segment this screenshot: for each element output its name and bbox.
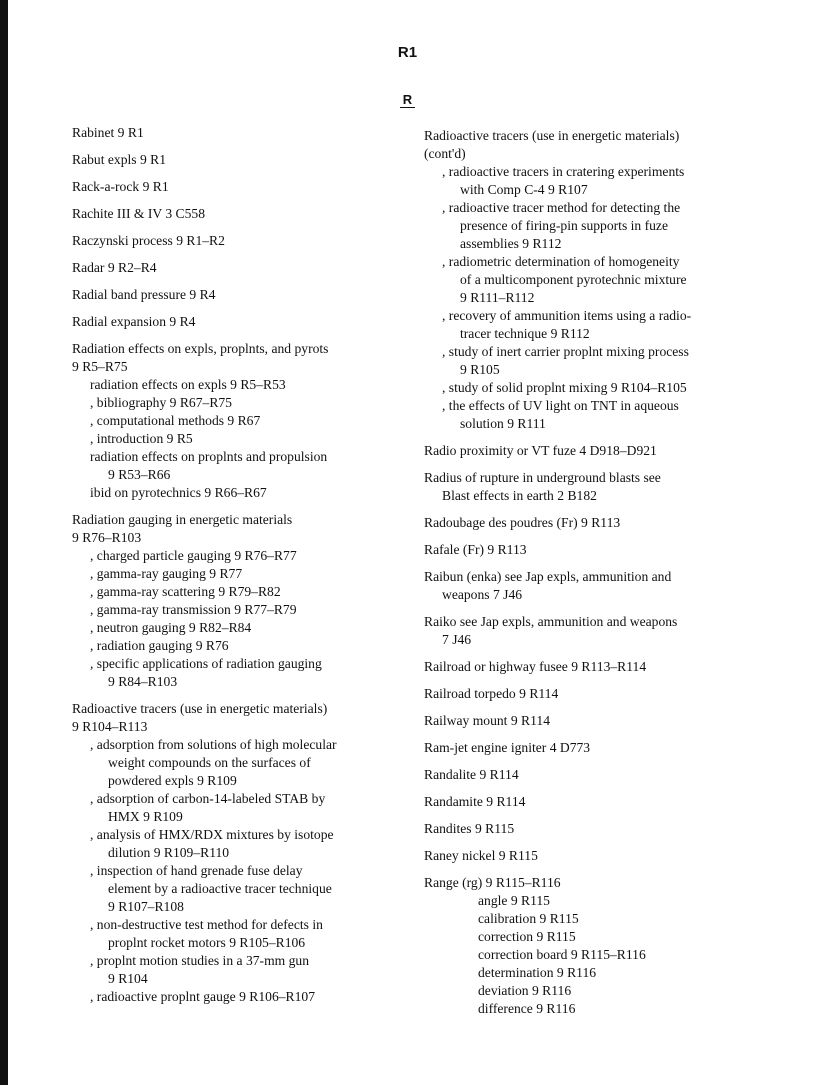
index-entry-line: radiation effects on expls 9 R5–R53 xyxy=(90,377,286,392)
index-entry-line: weight compounds on the surfaces of xyxy=(108,755,311,770)
index-entry-line: 9 R53–R66 xyxy=(108,467,171,482)
index-entry-heading: Radioactive tracers (use in energetic materials) xyxy=(72,701,328,716)
index-entry-line: , adsorption of carbon-14-labeled STAB by xyxy=(90,791,326,806)
index-entry-line: correction board 9 R115–R116 xyxy=(478,947,646,962)
index-entry-line: assemblies 9 R112 xyxy=(460,236,562,251)
index-entry xyxy=(72,286,407,304)
index-entry xyxy=(424,712,754,730)
index-entry-line: difference 9 R116 xyxy=(478,1001,576,1016)
index-entry-line: , radioactive proplnt gauge 9 R106–R107 xyxy=(90,989,316,1004)
index-entry-line: solution 9 R111 xyxy=(460,416,546,431)
index-entry-line: , introduction 9 R5 xyxy=(90,431,193,446)
index-entry-heading: Raiko see Jap expls, ammunition and weapons xyxy=(424,614,678,629)
index-entry-line: , gamma-ray transmission 9 R77–R79 xyxy=(90,602,297,617)
index-entry-line: presence of firing-pin supports in fuze xyxy=(460,218,668,233)
index-entry-line: , study of inert carrier proplnt mixing process xyxy=(442,344,689,359)
index-entry-heading: Raney nickel 9 R115 xyxy=(424,848,538,863)
index-entry-line: , recovery of ammunition items using a radio- xyxy=(442,308,692,323)
index-entry-line: determination 9 R116 xyxy=(478,965,597,980)
index-entry xyxy=(424,820,754,838)
index-entry-line: , neutron gauging 9 R82–R84 xyxy=(90,620,252,635)
index-entry xyxy=(72,340,407,502)
index-entry-line: element by a radioactive tracer technique xyxy=(108,881,332,896)
index-entry-line: ibid on pyrotechnics 9 R66–R67 xyxy=(90,485,267,500)
index-entry-line: 9 R111–R112 xyxy=(460,290,535,305)
page-number: R1 xyxy=(397,44,418,61)
index-entry-heading: Rabut expls 9 R1 xyxy=(72,152,167,167)
index-entry-line: angle 9 R115 xyxy=(478,893,550,908)
scan-edge-bar xyxy=(0,0,8,1085)
index-entry xyxy=(72,259,407,277)
index-entry-line: , radioactive tracer method for detecting the xyxy=(442,200,681,215)
index-entry-heading: Ram-jet engine igniter 4 D773 xyxy=(424,740,591,755)
index-entry-heading: Range (rg) 9 R115–R116 xyxy=(424,875,561,890)
index-entry-line: , radiation gauging 9 R76 xyxy=(90,638,229,653)
index-entry-line: 9 R84–R103 xyxy=(108,674,178,689)
index-entry-line: HMX 9 R109 xyxy=(108,809,183,824)
index-entry-line: , the effects of UV light on TNT in aqueous xyxy=(442,398,679,413)
index-entry-line: , radioactive tracers in cratering experiments xyxy=(442,164,685,179)
index-entry-line: , gamma-ray gauging 9 R77 xyxy=(90,566,243,581)
index-entry-heading: Radoubage des poudres (Fr) 9 R113 xyxy=(424,515,621,530)
index-entry-line: powdered expls 9 R109 xyxy=(108,773,237,788)
index-entry-heading: Radioactive tracers (use in energetic materials) xyxy=(424,128,680,143)
index-entry-heading: Radiation gauging in energetic materials xyxy=(72,512,293,527)
index-entry xyxy=(424,442,754,460)
index-entry-heading: Raczynski process 9 R1–R2 xyxy=(72,233,225,248)
index-entry-heading: Randamite 9 R114 xyxy=(424,794,526,809)
index-entry-line: 9 R5–R75 xyxy=(72,359,128,374)
index-entry-heading: Radio proximity or VT fuze 4 D918–D921 xyxy=(424,443,657,458)
index-entry-line: , bibliography 9 R67–R75 xyxy=(90,395,232,410)
index-entry-line: , adsorption from solutions of high molecular xyxy=(90,737,337,752)
index-entry-heading: Rabinet 9 R1 xyxy=(72,125,144,140)
index-entry xyxy=(424,766,754,784)
index-entry xyxy=(72,151,407,169)
index-entry xyxy=(72,232,407,250)
index-entry-line: Blast effects in earth 2 B182 xyxy=(442,488,597,503)
index-entry-line: , non-destructive test method for defects in xyxy=(90,917,323,932)
index-entry-line: radiation effects on proplnts and propulsion xyxy=(90,449,328,464)
index-entry-heading: Radiation effects on expls, proplnts, and pyrots xyxy=(72,341,329,356)
index-entry-line: 9 R104–R113 xyxy=(72,719,148,734)
index-entry-line: dilution 9 R109–R110 xyxy=(108,845,230,860)
right-index-column xyxy=(424,127,754,1027)
index-entry-line: , gamma-ray scattering 9 R79–R82 xyxy=(90,584,281,599)
index-entry-line: with Comp C-4 9 R107 xyxy=(460,182,588,197)
index-entry-line: , analysis of HMX/RDX mixtures by isotope xyxy=(90,827,334,842)
index-entry-line: (cont'd) xyxy=(424,146,466,161)
index-entry-line: , radiometric determination of homogeneity xyxy=(442,254,680,269)
index-entry-heading: Railroad torpedo 9 R114 xyxy=(424,686,559,701)
index-entry-line: 9 R104 xyxy=(108,971,148,986)
index-entry-line: 9 R105 xyxy=(460,362,500,377)
index-entry-heading: Radial band pressure 9 R4 xyxy=(72,287,216,302)
index-entry xyxy=(424,793,754,811)
index-entry xyxy=(72,700,407,1006)
index-entry xyxy=(424,127,754,433)
section-letter: R xyxy=(400,92,415,108)
section-heading xyxy=(0,92,815,107)
index-entry-line: , proplnt motion studies in a 37-mm gun xyxy=(90,953,310,968)
index-entry-heading: Railway mount 9 R114 xyxy=(424,713,550,728)
index-entry-heading: Rafale (Fr) 9 R113 xyxy=(424,542,527,557)
index-entry-line: 7 J46 xyxy=(442,632,472,647)
index-entry xyxy=(424,469,754,505)
index-entry-heading: Rachite III & IV 3 C558 xyxy=(72,206,206,221)
index-entry-heading: Railroad or highway fusee 9 R113–R114 xyxy=(424,659,647,674)
index-entry xyxy=(424,847,754,865)
index-entry-line: of a multicomponent pyrotechnic mixture xyxy=(460,272,687,287)
index-entry-line: correction 9 R115 xyxy=(478,929,576,944)
index-entry xyxy=(424,613,754,649)
index-entry-line: , charged particle gauging 9 R76–R77 xyxy=(90,548,297,563)
index-entry xyxy=(424,739,754,757)
index-entry xyxy=(424,568,754,604)
index-entry-heading: Radius of rupture in underground blasts see xyxy=(424,470,661,485)
index-entry xyxy=(72,205,407,223)
index-entry-heading: Radial expansion 9 R4 xyxy=(72,314,196,329)
index-entry-heading: Randalite 9 R114 xyxy=(424,767,519,782)
index-entry-heading: Randites 9 R115 xyxy=(424,821,515,836)
index-entry xyxy=(72,124,407,142)
index-entry-line: 9 R76–R103 xyxy=(72,530,142,545)
index-entry-line: 9 R107–R108 xyxy=(108,899,184,914)
index-entry-line: deviation 9 R116 xyxy=(478,983,572,998)
index-entry-line: , study of solid proplnt mixing 9 R104–R105 xyxy=(442,380,687,395)
index-entry xyxy=(424,685,754,703)
index-entry-line: proplnt rocket motors 9 R105–R106 xyxy=(108,935,306,950)
index-entry xyxy=(72,313,407,331)
index-entry xyxy=(72,511,407,691)
index-entry xyxy=(424,514,754,532)
index-entry-line: , inspection of hand grenade fuse delay xyxy=(90,863,303,878)
index-entry xyxy=(72,178,407,196)
index-entry-line: weapons 7 J46 xyxy=(442,587,523,602)
index-entry xyxy=(424,541,754,559)
index-entry-line: , computational methods 9 R67 xyxy=(90,413,261,428)
index-entry xyxy=(424,658,754,676)
index-entry-line: , specific applications of radiation gauging xyxy=(90,656,322,671)
index-entry-heading: Rack-a-rock 9 R1 xyxy=(72,179,169,194)
index-entry-line: calibration 9 R115 xyxy=(478,911,579,926)
index-entry-line: tracer technique 9 R112 xyxy=(460,326,590,341)
index-entry xyxy=(424,874,754,1018)
left-index-column xyxy=(72,124,407,1015)
index-entry-heading: Radar 9 R2–R4 xyxy=(72,260,157,275)
index-entry-heading: Raibun (enka) see Jap expls, ammunition and xyxy=(424,569,672,584)
